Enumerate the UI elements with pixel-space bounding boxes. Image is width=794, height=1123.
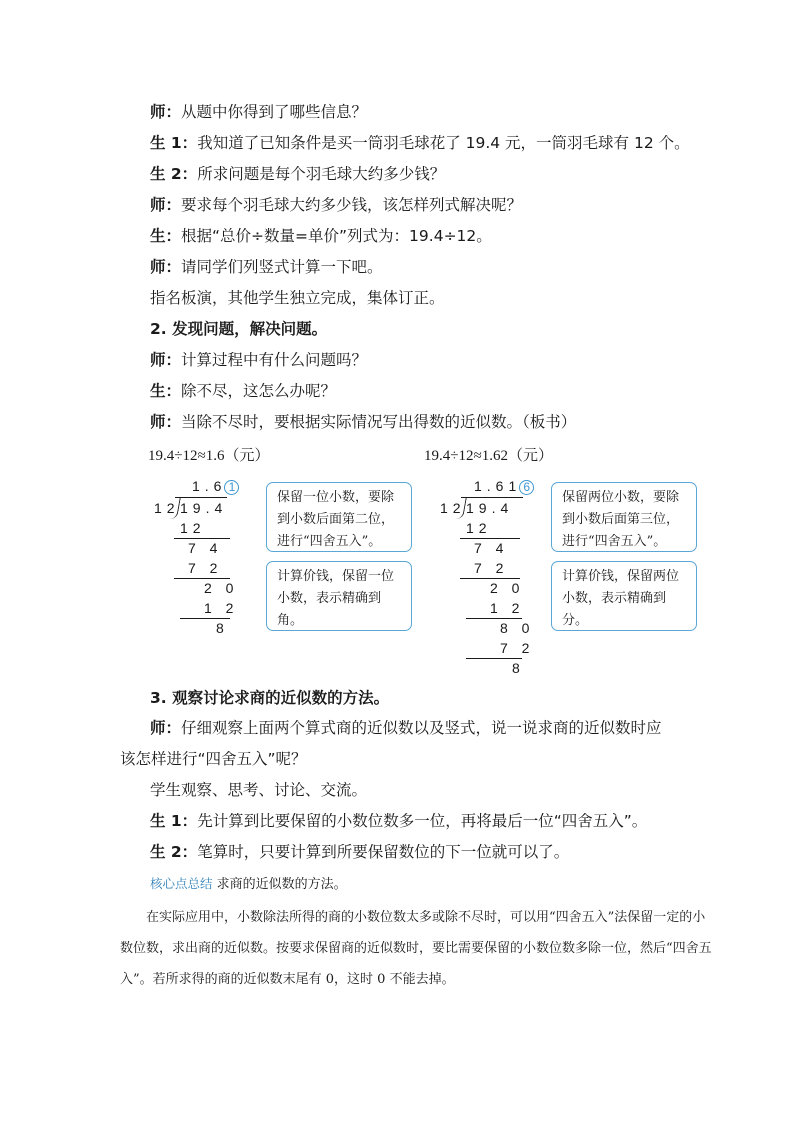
- speaker: 师：: [150, 258, 182, 276]
- speaker: 生 1：: [150, 134, 198, 152]
- step: 8: [512, 660, 525, 676]
- dialogue-line: [150, 718, 662, 738]
- step: 12: [466, 520, 492, 536]
- utterance: 仔细观察上面两个算式商的近似数以及竖式，说一说求商的近似数时应: [181, 719, 662, 737]
- step: 7 2: [474, 560, 509, 576]
- step: 8 0: [500, 620, 535, 636]
- step: 1 2: [204, 600, 239, 616]
- speaker: 师：: [150, 719, 182, 737]
- dialogue-line: [150, 811, 647, 831]
- speaker: 师：: [150, 196, 182, 214]
- step: 8: [216, 620, 229, 636]
- long-division-right: [436, 478, 536, 678]
- step: 7 2: [500, 640, 535, 656]
- speaker: 师：: [150, 413, 182, 431]
- dialogue-line: [150, 102, 367, 122]
- dividend: 19.4: [466, 500, 514, 516]
- utterance: 请同学们列竖式计算一下吧。: [181, 258, 383, 276]
- dialogue-line: [150, 842, 569, 862]
- note-box: 计算价钱，保留两位小数，表示精确到分。: [551, 561, 697, 631]
- equation-left: 19.4÷12≈1.6（元）: [148, 448, 270, 464]
- note-box: 保留两位小数，要除到小数后面第三位，进行“四舍五入”。: [551, 482, 697, 552]
- summary-title: 求商的近似数的方法。: [216, 877, 347, 892]
- speaker: 生 2：: [150, 165, 198, 183]
- divisor: 12: [440, 500, 466, 516]
- division-bar: [175, 497, 227, 498]
- quotient-digits: 1.61: [474, 478, 522, 494]
- dialogue-line: [150, 412, 576, 432]
- step: 12: [180, 520, 206, 536]
- note-box: 保留一位小数，要除到小数后面第二位，进行“四舍五入”。: [266, 482, 412, 552]
- long-division-left: [150, 478, 250, 638]
- equation-right: 19.4÷12≈1.62（元）: [424, 448, 553, 464]
- speaker: 生：: [150, 382, 182, 400]
- utterance: 要求每个羽毛球大约多少钱，该怎样列式解决呢？: [181, 196, 523, 214]
- dividend: 19.4: [180, 500, 228, 516]
- speaker: 生 1：: [150, 812, 198, 830]
- step: 7 4: [474, 540, 509, 556]
- step-line: [460, 578, 520, 579]
- narration-line: 学生观察、思考、讨论、交流。: [150, 781, 368, 799]
- step-line: [466, 658, 522, 659]
- section-heading: 2. 发现问题，解决问题。: [150, 320, 328, 338]
- step-line: [174, 538, 230, 539]
- summary-heading: [150, 874, 347, 895]
- step: 7 2: [188, 560, 223, 576]
- circled-digit: 1: [224, 480, 239, 495]
- utterance: 计算过程中有什么问题吗？: [181, 351, 368, 369]
- utterance: 从题中你得到了哪些信息？: [181, 103, 368, 121]
- step-line: [174, 578, 230, 579]
- quotient: [192, 478, 239, 495]
- circled-digit: 6: [519, 480, 534, 495]
- utterance: 先计算到比要保留的小数位数多一位，再将最后一位“四舍五入”。: [197, 812, 648, 830]
- utterance: 根据“总价÷数量=单价”列式为：19.4÷12。: [181, 227, 492, 245]
- step: 1 2: [490, 600, 525, 616]
- narration-line: [150, 288, 445, 308]
- summary-body: 在实际应用中，小数除法所得的商的小数位数太多或除不尽时，可以用“四舍五入”法保留一定的小数位数，求出商的近似数。按要求保留商的近似数时，要比需要保留的小数位数多除一位，然后“四舍五入”。若所求得的商的近似数末尾有 0，这时 0 不能去掉。: [120, 910, 712, 987]
- speaker: 师：: [150, 351, 182, 369]
- narration: 指名板演，其他学生独立完成，集体订正。: [150, 289, 445, 307]
- dialogue-line: [150, 195, 522, 215]
- quotient-digits: 1.6: [192, 478, 227, 494]
- speaker: 生 2：: [150, 843, 198, 861]
- step: 7 4: [188, 540, 223, 556]
- dialogue-line: [150, 226, 492, 246]
- dialogue-line: [150, 133, 690, 153]
- note-box: 计算价钱，保留一位小数，表示精确到角。: [266, 561, 412, 631]
- section-heading: 3. 观察讨论求商的近似数的方法。: [150, 689, 390, 707]
- utterance: 我知道了已知条件是买一筒羽毛球花了 19.4 元，一筒羽毛球有 12 个。: [197, 134, 690, 152]
- speaker: 生：: [150, 227, 182, 245]
- quotient: [474, 478, 534, 495]
- utterance: 笔算时，只要计算到所要保留数位的下一位就可以了。: [197, 843, 570, 861]
- dialogue-line-continued: 该怎样进行“四舍五入”呢？: [120, 750, 307, 768]
- step: 2 0: [204, 580, 239, 596]
- utterance: 除不尽，这怎么办呢？: [181, 382, 337, 400]
- divisor: 12: [154, 500, 180, 516]
- dialogue-line: [150, 350, 367, 370]
- speaker: 师：: [150, 103, 182, 121]
- step: 2 0: [490, 580, 525, 596]
- step-line: [180, 618, 230, 619]
- dialogue-line: [150, 257, 383, 277]
- dialogue-line: [150, 381, 336, 401]
- utterance: 当除不尽时，要根据实际情况写出得数的近似数。（板书）: [181, 413, 577, 431]
- step-line: [466, 618, 522, 619]
- step-line: [460, 538, 520, 539]
- division-bar: [461, 497, 523, 498]
- utterance: 所求问题是每个羽毛球大约多少钱？: [197, 165, 446, 183]
- summary-tag: 核心点总结: [150, 876, 213, 891]
- dialogue-line: [150, 164, 445, 184]
